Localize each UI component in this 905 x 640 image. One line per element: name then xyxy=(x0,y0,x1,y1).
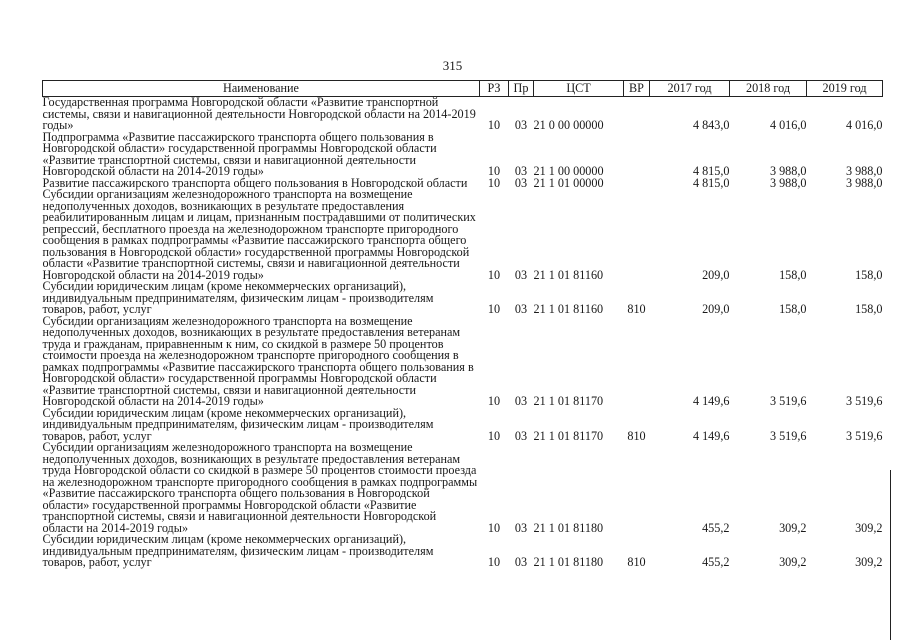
row-vr xyxy=(624,442,650,534)
table-row xyxy=(43,189,883,281)
row-cst: 21 1 01 81180 xyxy=(533,520,604,535)
row-vr xyxy=(624,316,650,408)
row-vr: 810 xyxy=(627,428,646,443)
row-cst: 21 0 00 00000 xyxy=(533,118,604,132)
scan-edge-line xyxy=(890,470,891,640)
row-2019: 3 988,0 xyxy=(845,175,883,190)
row-pr: 03 xyxy=(514,394,528,408)
row-2019: 3 988,0 xyxy=(845,164,883,178)
row-pr: 03 xyxy=(514,267,528,282)
page-number: 315 xyxy=(442,58,463,73)
table-row xyxy=(43,281,883,316)
header-name: Наименование xyxy=(43,81,480,97)
table-row xyxy=(43,534,883,569)
row-2018: 3 988,0 xyxy=(769,164,807,178)
row-pr: 03 xyxy=(514,302,528,316)
row-rz: 10 xyxy=(487,302,501,316)
row-2018: 3 519,6 xyxy=(769,394,807,408)
table-row xyxy=(43,442,883,534)
header-vr: ВР xyxy=(624,81,650,97)
row-2019: 158,0 xyxy=(855,267,883,282)
row-2018: 309,2 xyxy=(779,520,807,535)
row-2018: 4 016,0 xyxy=(769,118,807,132)
row-2017: 455,2 xyxy=(702,555,730,569)
row-pr: 03 xyxy=(514,118,528,132)
row-2018: 3 988,0 xyxy=(769,175,807,190)
row-rz: 10 xyxy=(487,267,501,282)
table-row xyxy=(43,408,883,443)
table-body xyxy=(43,97,883,569)
row-vr xyxy=(624,178,650,190)
row-name: Субсидии юридическим лицам (кроме некоммерческих организаций), индивидуальным предпринимателям, физическим лицам - производителям товаров, работ, услуг xyxy=(42,405,434,443)
row-cst: 21 1 01 81160 xyxy=(533,267,604,282)
table-row xyxy=(43,97,883,132)
row-cst: 21 1 01 00000 xyxy=(533,175,604,190)
row-cst: 21 1 01 81170 xyxy=(533,428,604,443)
row-2017: 4 815,0 xyxy=(692,175,730,190)
row-2018: 158,0 xyxy=(779,302,807,316)
row-rz: 10 xyxy=(487,428,501,443)
row-cst: 21 1 01 81180 xyxy=(533,555,604,569)
row-vr: 810 xyxy=(627,302,646,316)
row-name: Субсидии юридическим лицам (кроме некоммерческих организаций), индивидуальным предпринимателям, физическим лицам - производителям товаров, работ, услуг xyxy=(42,532,434,569)
row-rz: 10 xyxy=(487,520,501,535)
budget-table xyxy=(42,80,883,569)
row-name: Государственная программа Новгородской области «Развитие транспортной системы, связи и навигационной деятельности Новгородской области на 2014-2019 годы» xyxy=(42,95,476,132)
table-row xyxy=(43,132,883,178)
row-2017: 455,2 xyxy=(702,520,730,535)
header-rz: РЗ xyxy=(480,81,509,97)
row-pr: 03 xyxy=(514,164,528,178)
row-name: Субсидии юридическим лицам (кроме некоммерческих организаций), индивидуальным предпринимателям, физическим лицам - производителям товаров, работ, услуг xyxy=(42,279,434,316)
row-2019: 309,2 xyxy=(855,520,883,535)
row-cst: 21 1 00 00000 xyxy=(533,164,604,178)
row-2019: 4 016,0 xyxy=(845,118,883,132)
row-2019: 3 519,6 xyxy=(845,428,883,443)
row-2017: 4 843,0 xyxy=(692,118,730,132)
row-rz: 10 xyxy=(487,118,501,132)
row-pr: 03 xyxy=(514,555,528,569)
row-vr xyxy=(624,132,650,178)
row-2018: 309,2 xyxy=(779,555,807,569)
row-2017: 4 815,0 xyxy=(692,164,730,178)
row-cst: 21 1 01 81170 xyxy=(533,394,604,408)
row-vr: 810 xyxy=(627,555,646,569)
row-name: Субсидии организациям железнодорожного транспорта на возмещение недополученных доходов, возникающих в результате предоставления реабилитированным лицам и лицам, признанным пострадавшими от политических репрессий, бесплатного проезда на железнодорожном транспорте пригородного сообщения в рамках подпрограммы «Развитие пассажирского транспорта общего пользования в Новгородской области» государственной программы Новгородской области «Развитие транспортной системы, связи и навигационной деятельности Новгородской области на 2014-2019 годы» xyxy=(42,187,476,282)
header-2017: 2017 год xyxy=(650,81,730,97)
row-name: Подпрограмма «Развитие пассажирского транспорта общего пользования в Новгородской области» государственной программы Новгородской области «Развитие транспортной системы, связи и навигационной деятельности Новгородской области на 2014-2019 годы» xyxy=(42,129,437,178)
row-cst: 21 1 01 81160 xyxy=(533,302,604,316)
header-pr: Пр xyxy=(509,81,534,97)
row-name: Субсидии организациям железнодорожного транспорта на возмещение недополученных доходов, возникающих в результате предоставления ветеранам труда Новгородской области со скидкой в размере 50 процентов стоимости проезда на железнодорожном транспорте пригородного сообщения в рамках подпрограммы «Развитие пассажирского транспорта общего пользования в Новгородской области» государственной программы Новгородской области «Развитие транспортной системы, связи и навигационной деятельности Новгородской области на 2014-2019 годы» xyxy=(42,440,478,535)
row-2018: 3 519,6 xyxy=(769,428,807,443)
row-pr: 03 xyxy=(514,428,528,443)
row-pr: 03 xyxy=(514,520,528,535)
row-pr: 03 xyxy=(514,175,528,190)
row-2017: 4 149,6 xyxy=(692,394,730,408)
row-2017: 4 149,6 xyxy=(692,428,730,443)
row-name: Развитие пассажирского транспорта общего пользования в Новгородской области xyxy=(42,175,468,190)
header-cst: ЦСТ xyxy=(534,81,624,97)
row-2019: 3 519,6 xyxy=(845,394,883,408)
row-vr xyxy=(624,189,650,281)
row-2017: 209,0 xyxy=(702,267,730,282)
row-vr xyxy=(624,97,650,132)
row-2019: 158,0 xyxy=(855,302,883,316)
row-name: Субсидии организациям железнодорожного транспорта на возмещение недополученных доходов, возникающих в результате предоставления ветеранам труда и гражданам, приравненным к ним, со скидкой в размере 50 процентов стоимости проезда на железнодорожном транспорте пригородного сообщения в рамках подпрограммы «Развитие пассажирского транспорта общего пользования в Новгородской области» государственной программы Новгородской области «Развитие транспортной системы, связи и навигационной деятельности Новгородской области на 2014-2019 годы» xyxy=(42,313,474,408)
row-2017: 209,0 xyxy=(702,302,730,316)
row-rz: 10 xyxy=(487,164,501,178)
header-2018: 2018 год xyxy=(730,81,807,97)
table-row xyxy=(43,316,883,408)
row-rz: 10 xyxy=(487,175,501,190)
row-2019: 309,2 xyxy=(855,555,883,569)
row-rz: 10 xyxy=(487,555,501,569)
row-2018: 158,0 xyxy=(779,267,807,282)
row-rz: 10 xyxy=(487,394,501,408)
header-2019: 2019 год xyxy=(807,81,883,97)
